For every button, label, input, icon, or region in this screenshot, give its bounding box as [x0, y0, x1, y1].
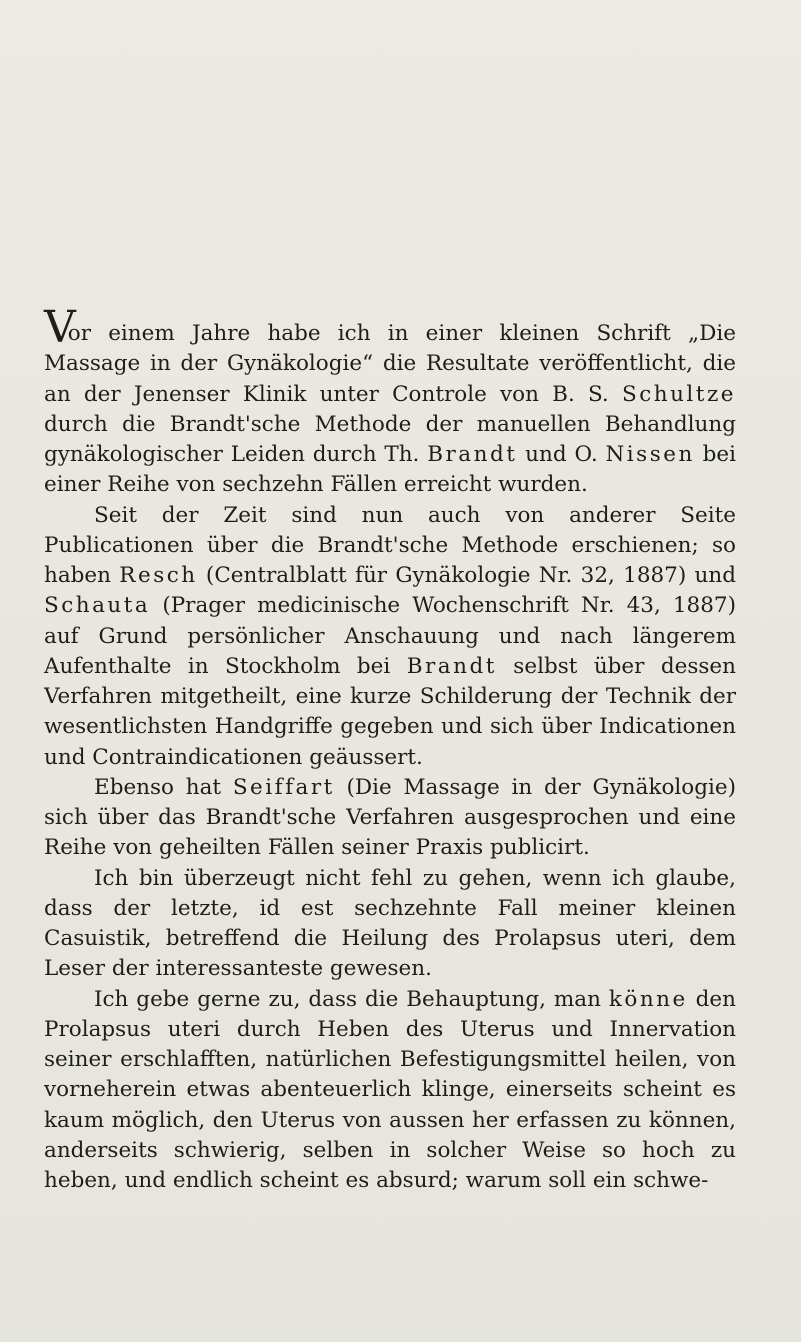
text-segment: or einem Jahre habe ich in einer kleinen Schrift „Die Massage in der Gynäkologie“ die Resultate veröffentlicht, die an der Jenenser Klinik unter Controle von B. S. [44, 321, 736, 407]
author-name: Brandt [427, 442, 518, 467]
drop-cap: V [44, 302, 70, 353]
text-segment: Seit der Zeit sind nun auch von anderer Seite Publicationen über die Brandt'sche Methode erschienen; so haben [44, 502, 736, 588]
text-segment: Ich bin überzeugt nicht fehl zu gehen, wenn ich glaube, dass der letzte, id est sechzehnte Fall meiner kleinen Casuistik, betreffend die Heilung des Prolapsus uteri, dem Leser der interessanteste gewesen. [44, 865, 736, 982]
emphasis-word: könne [608, 986, 688, 1012]
text-segment: durch die Brandt'sche Methode der manuellen Behandlung gynäkologischer Leiden durch Th. [44, 411, 736, 467]
text-segment: Ich gebe gerne zu, dass die Behauptung, man [94, 986, 609, 1012]
author-name: Schauta [44, 593, 151, 619]
author-name: Nissen [605, 442, 695, 467]
author-name: Resch [119, 563, 198, 588]
paragraph-1 [44, 302, 736, 501]
text-segment: den Prolapsus uteri durch Heben des Uterus und Innervation seiner erschlafften, natürlichen Befestigungsmittel heilen, von vorneherein etwas abenteuerlich klinge, einerseits scheint es kaum möglich, den Uterus von aussen her erfassen zu können, anderseits schwierig, selben in solcher Weise so hoch zu heben, und endlich scheint es absurd; warum soll ein schwe- [44, 986, 737, 1193]
paragraph-2 [44, 501, 736, 773]
text-segment: (Prager medicinische Wochenschrift Nr. 43, 1887) auf Grund persönlicher Anschauung und nach längerem Aufenthalte in Stockholm bei [44, 593, 736, 679]
author-name: Schultze [621, 381, 736, 407]
text-segment: bei einer Reihe von sechzehn Fällen erreicht wurden. [44, 442, 736, 498]
text-segment: (Die Massage in der Gynäkologie) sich über das Brandt'sche Verfahren ausgesprochen und eine Reihe von geheilten Fällen seiner Praxis publicirt. [44, 774, 736, 861]
paragraph-5 [44, 985, 736, 1197]
paragraph-4 [44, 864, 736, 985]
author-name: Seiffart [232, 774, 335, 800]
author-name: Brandt [406, 653, 497, 679]
text-segment: und O. [517, 442, 606, 467]
text-segment: Ebenso hat [94, 774, 233, 800]
text-column [44, 302, 737, 1196]
text-segment: selbst über dessen Verfahren mitgetheilt, eine kurze Schilderung der Technik der wesentlichsten Handgriffe gegeben und sich über Indicationen und Contraindicationen geäussert. [44, 653, 736, 770]
text-segment: (Centralblatt für Gynäkologie Nr. 32, 1887) und [197, 563, 736, 588]
paragraph-3 [44, 773, 736, 864]
